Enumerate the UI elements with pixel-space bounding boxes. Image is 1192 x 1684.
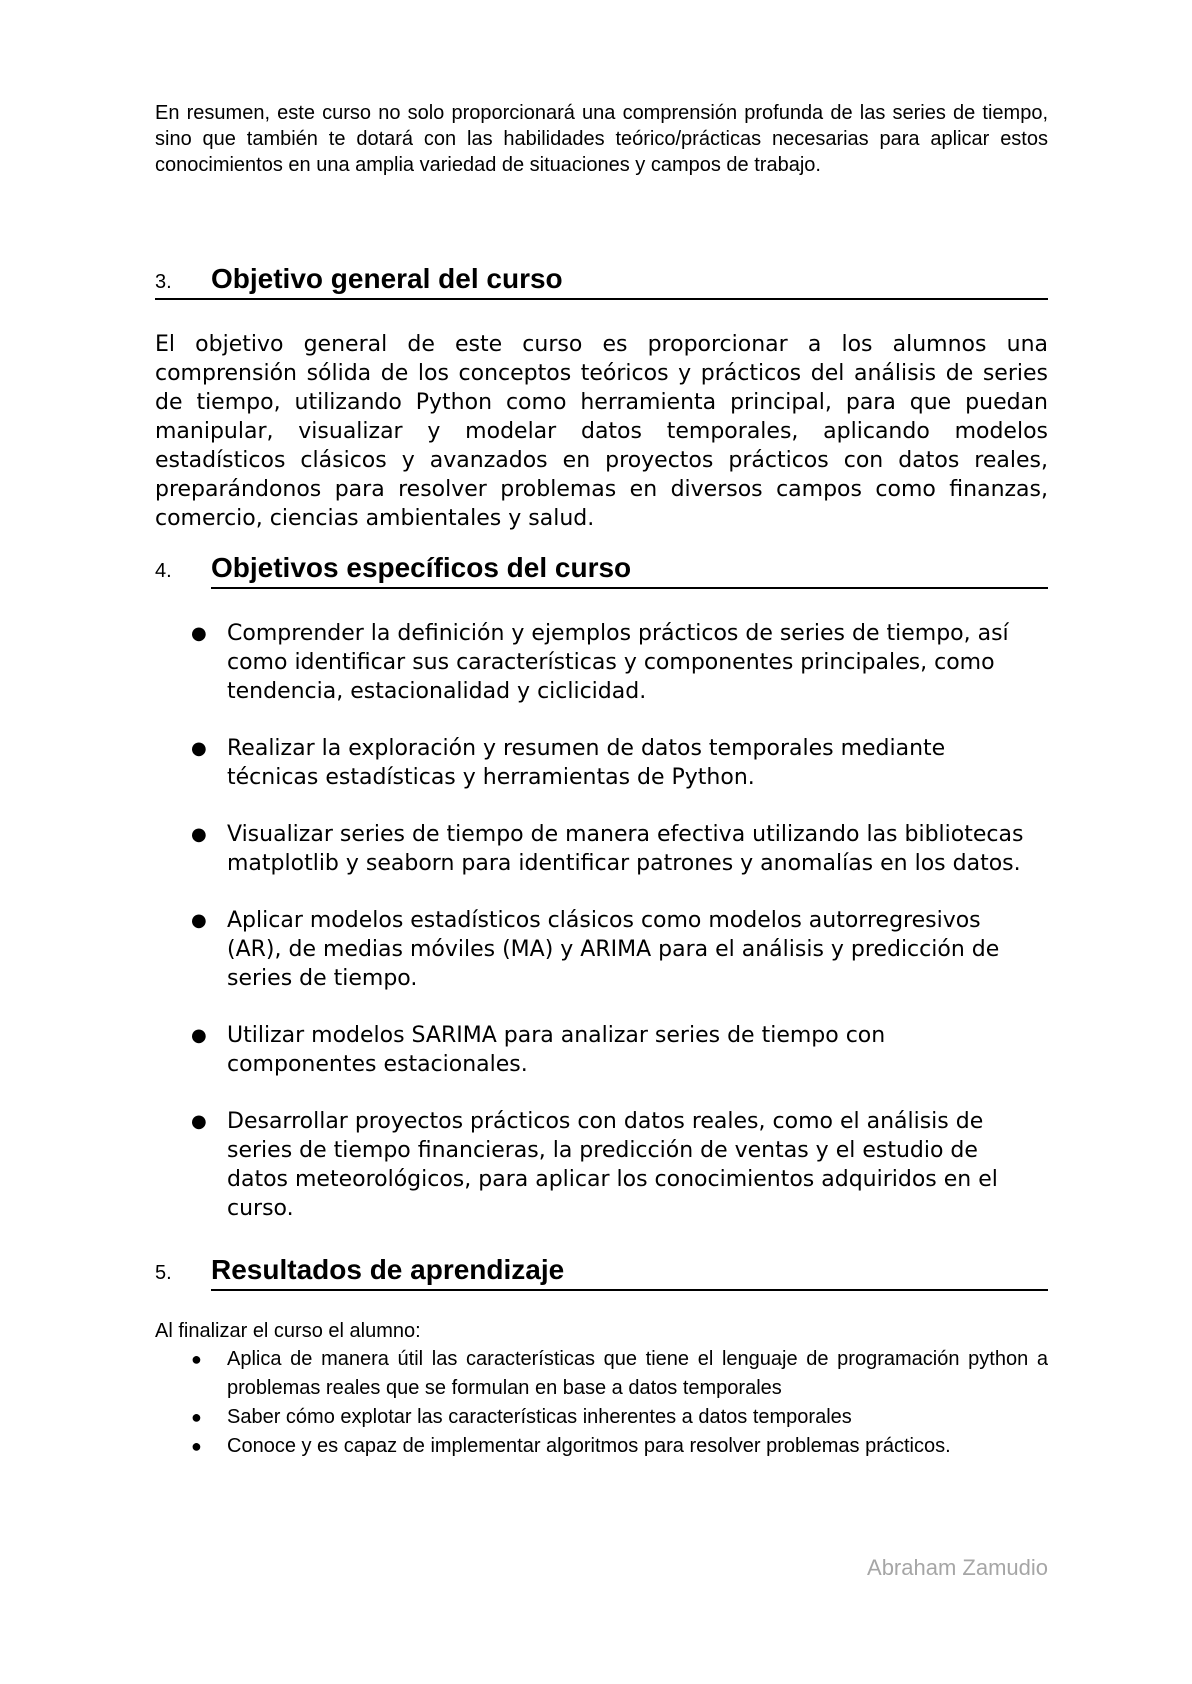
document-page xyxy=(155,100,1048,1461)
specific-objectives-list xyxy=(155,619,1048,1223)
bullet-icon: ● xyxy=(191,738,207,759)
list-item-text: Conoce y es capaz de implementar algoritmos para resolver problemas prácticos. xyxy=(227,1435,951,1457)
list-item xyxy=(155,1403,1048,1432)
section-heading-specific xyxy=(155,549,1048,585)
section-title: Objetivo general del curso xyxy=(211,263,563,294)
heading-underline xyxy=(155,298,1048,300)
list-item-text: Realizar la exploración y resumen de datos temporales mediante técnicas estadísticas y herramientas de Python. xyxy=(227,736,946,790)
list-item xyxy=(155,619,1048,706)
list-item xyxy=(155,1345,1048,1403)
list-item-text: Desarrollar proyectos prácticos con datos reales, como el análisis de series de tiempo financieras, la predicción de ventas y el estudio de datos meteorológicos, para aplicar los conocimientos adquiridos en el curso. xyxy=(227,1109,998,1221)
bullet-icon: ● xyxy=(191,1436,202,1456)
list-item xyxy=(155,1432,1048,1461)
list-item-text: Comprender la definición y ejemplos prácticos de series de tiempo, así como identificar sus características y componentes principales, como tendencia, estacionalidad y ciclicidad. xyxy=(227,621,1009,704)
list-item-text: Saber cómo explotar las características inherentes a datos temporales xyxy=(227,1406,852,1428)
bullet-icon: ● xyxy=(191,1111,207,1132)
footer-author: Abraham Zamudio xyxy=(867,1555,1048,1580)
learning-results-list xyxy=(155,1345,1048,1461)
heading-underline xyxy=(211,587,1048,589)
bullet-icon: ● xyxy=(191,623,207,644)
general-objective-paragraph: El objetivo general de este curso es proporcionar a los alumnos una comprensión sólida de los conceptos teóricos y prácticos del análisis de series de tiempo, utilizando Python como herramienta principal, para que puedan manipular, visualizar y modelar datos temporales, aplicando modelos estadísticos clásicos y avanzados en proyectos prácticos con datos reales, preparándonos para resolver problemas en diversos campos como finanzas, comercio, ciencias ambientales y salud. xyxy=(155,332,1048,531)
list-item-text: Visualizar series de tiempo de manera efectiva utilizando las bibliotecas matplotlib y seaborn para identificar patrones y anomalías en los datos. xyxy=(227,822,1024,876)
list-item xyxy=(155,734,1048,792)
list-item-text: Utilizar modelos SARIMA para analizar series de tiempo con componentes estacionales. xyxy=(227,1023,886,1077)
list-item xyxy=(155,1107,1048,1223)
bullet-icon: ● xyxy=(191,1407,202,1427)
section-heading-general xyxy=(155,260,1048,296)
section-title: Objetivos específicos del curso xyxy=(211,552,632,583)
section-number: 5. xyxy=(155,1262,172,1284)
section-number: 4. xyxy=(155,560,172,582)
summary-paragraph: En resumen, este curso no solo proporcionará una comprensión profunda de las series de tiempo, sino que también te dotará con las habilidades teórico/prácticas necesarias para aplicar estos conocimientos en una amplia variedad de situaciones y campos de trabajo. xyxy=(155,102,1048,176)
list-item xyxy=(155,820,1048,878)
list-item xyxy=(155,906,1048,993)
list-item-text: Aplica de manera útil las características que tiene el lenguaje de programación python a problemas reales que se formulan en base a datos temporales xyxy=(227,1348,1048,1399)
bullet-icon: ● xyxy=(191,1349,202,1369)
section-title: Resultados de aprendizaje xyxy=(211,1254,565,1285)
section-number: 3. xyxy=(155,271,172,293)
bullet-icon: ● xyxy=(191,910,207,931)
results-intro: Al finalizar el curso el alumno: xyxy=(155,1320,421,1342)
bullet-icon: ● xyxy=(191,1025,207,1046)
bullet-icon: ● xyxy=(191,824,207,845)
list-item xyxy=(155,1021,1048,1079)
section-heading-results xyxy=(155,1251,1048,1287)
list-item-text: Aplicar modelos estadísticos clásicos como modelos autorregresivos (AR), de medias móviles (MA) y ARIMA para el análisis y predicción de series de tiempo. xyxy=(227,908,1000,991)
heading-underline xyxy=(211,1289,1048,1291)
